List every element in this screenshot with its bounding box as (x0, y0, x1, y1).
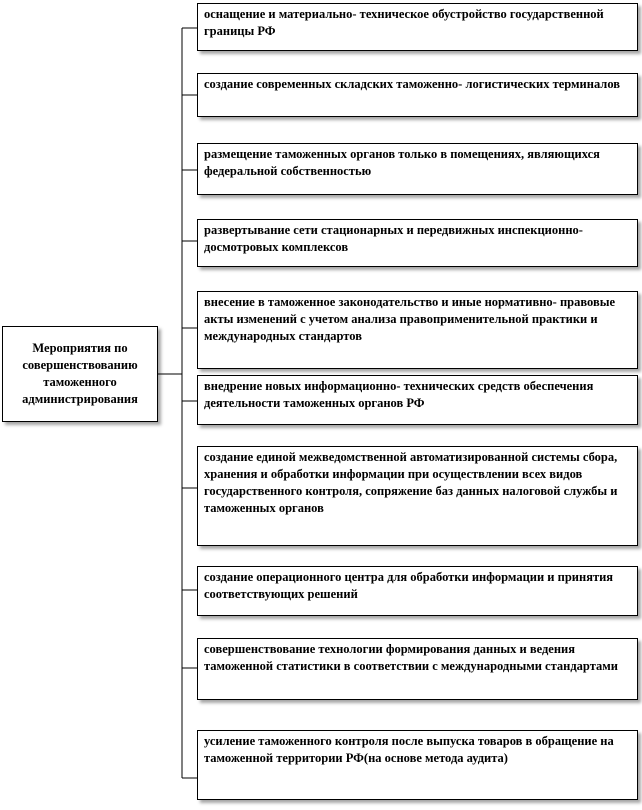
measure-node-1 (197, 3, 638, 51)
measure-label-7: создание единой межведомственной автоматизированной системы сбора, хранения и обработки информации при осуществлении всех видов государственного контроля, сопряжение баз данных налоговой службы и таможенных органов (204, 450, 618, 515)
measure-node-6 (197, 375, 638, 425)
measure-label-3: размещение таможенных органов только в помещениях, являющихся федеральной собственностью (204, 147, 600, 178)
measure-node-8 (197, 566, 638, 616)
measure-node-2 (197, 73, 638, 117)
measure-node-10 (197, 730, 638, 800)
measure-node-4 (197, 219, 638, 267)
measure-label-10: усиление таможенного контроля после выпуска товаров в обращение на таможенной территории РФ(на основе метода аудита) (204, 734, 614, 765)
measure-label-8: создание операционного центра для обработки информации и принятия соответствующих решений (204, 570, 614, 601)
measure-node-5 (197, 291, 638, 369)
main-node (2, 326, 158, 422)
measure-label-5: внесение в таможенное законодательство и иные нормативно- правовые акты изменений с учетом анализа правоприменительной практики и международных стандартов (204, 295, 616, 343)
measure-label-4: развертывание сети стационарных и передвижных инспекционно-досмотровых комплексов (204, 223, 583, 254)
measure-node-9 (197, 638, 638, 700)
measure-node-3 (197, 143, 638, 195)
measure-label-1: оснащение и материально- техническое обустройство государственной границы РФ (204, 7, 604, 38)
measure-node-7 (197, 446, 638, 546)
main-node-label: Мероприятия по совершенствованию таможенного администрирования (22, 341, 138, 406)
measure-label-9: совершенствование технологии формирования данных и ведения таможенной статистики в соответствии с международными стандартами (204, 642, 618, 673)
measure-label-2: создание современных складских таможенно- логистических терминалов (204, 77, 621, 91)
measure-label-6: внедрение новых информационно- технических средств обеспечения деятельности таможенных органов РФ (204, 379, 594, 410)
